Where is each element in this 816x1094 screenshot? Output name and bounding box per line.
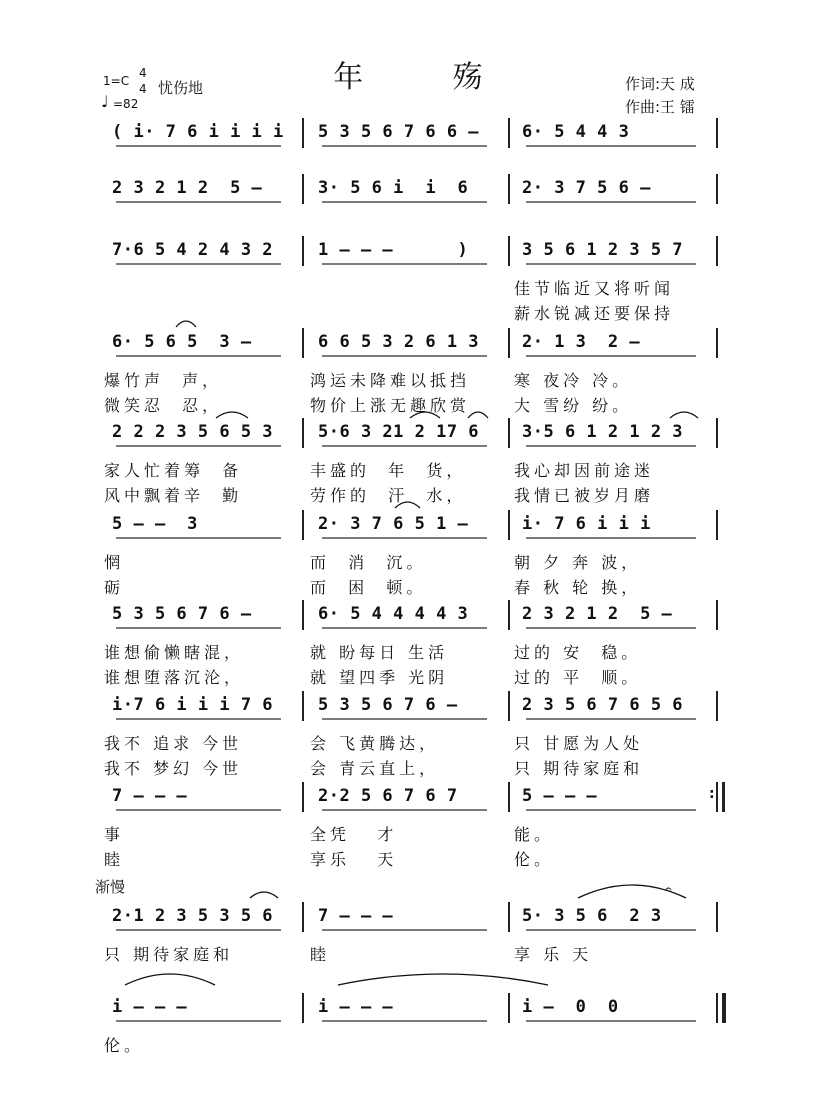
notation-measure: 6 6 5 3 2 6 1 3: [318, 332, 480, 352]
song-title: 年 殇: [333, 60, 523, 95]
notation-measure: 2· 1 3 2 –: [522, 332, 641, 352]
notation-measure: 2·1 2 3 5 3 5 6: [112, 906, 274, 926]
lyric-verse-1: 朝 夕 奔 波，: [514, 553, 642, 572]
notation-measure: 5 3 5 6 7 6 6 –: [318, 122, 480, 142]
lyric-verse-1: 惘: [104, 553, 125, 572]
lyric-verse-2: 过的 平 顺。: [514, 668, 642, 687]
notation-measure: 5·6 3 21 2 17 6: [318, 422, 480, 442]
lyric-verse-1: 我不 追求 今世: [104, 734, 243, 753]
slur: [250, 892, 278, 898]
lyric-verse-1: 过的 安 稳。: [514, 643, 642, 662]
notation-measure: 2· 3 7 5 6 –: [522, 178, 651, 198]
notation-measure: i – 0 0: [522, 997, 619, 1017]
lyric-verse-2: 睦: [104, 850, 125, 869]
mood-marking: 忧伤地: [158, 79, 204, 97]
notation-measure: i – – –: [318, 997, 394, 1017]
notation-measure: 2· 3 7 6 5 1 –: [318, 514, 469, 534]
key-signature: 1=C: [103, 74, 130, 88]
lyric-verse-1: 爆竹声 声，: [104, 371, 223, 390]
lyric-verse-2: 微笑忍 忍，: [104, 396, 223, 415]
lyric-verse-2: 而 困 顿。: [310, 578, 427, 597]
lyric-verse-2: 谁想堕落沉沦，: [104, 668, 245, 687]
tie: [125, 974, 215, 985]
time-signature-top: 4: [139, 66, 147, 80]
notation-measure: 3 5 6 1 2 3 5 7: [522, 240, 684, 260]
tempo-change-marking: 渐慢: [95, 878, 126, 896]
notation-measure: ( i· 7 6 i i i i: [112, 122, 284, 142]
slur: [670, 412, 698, 418]
slur: [395, 502, 420, 508]
lyric-verse-1: 寒 夜冷 冷。: [514, 371, 633, 390]
notation-measure: 2 3 2 1 2 5 –: [522, 604, 673, 624]
tie: [338, 974, 548, 985]
lyric-verse-1: 全凭 才: [310, 825, 398, 844]
notation-measure: 2·2 5 6 7 6 7: [318, 786, 458, 806]
notation-measure: 2 3 5 6 7 6 5 6: [522, 695, 684, 715]
notation-measure: 6· 5 4 4 4 4 3: [318, 604, 469, 624]
fermata-icon: 𝄐: [665, 882, 672, 896]
notation-measure: 3·5 6 1 2 1 2 3: [522, 422, 684, 442]
lyric-verse-1: 享 乐 天: [514, 945, 593, 964]
notation-measure: 7 – – –: [112, 786, 188, 806]
composer-credit: 作曲:王 镭: [625, 98, 695, 116]
lyric-verse-2: 我不 梦幻 今世: [104, 759, 243, 778]
lyric-verse-2: 春 秋 轮 换，: [514, 578, 642, 597]
notation-measure: 5 – – –: [522, 786, 598, 806]
lyric-verse-2: 风中飘着辛 勤: [104, 486, 243, 505]
lyric-verse-2: 就 望四季 光阴: [310, 668, 449, 687]
tempo-marking: =82: [113, 97, 139, 111]
lyric-verse-1: 只 期待家庭和: [104, 945, 234, 964]
lyric-verse-2: 伦。: [514, 850, 555, 869]
lyric-verse-1: 佳节临近又将听闻: [514, 279, 675, 298]
lyric-verse-2: 享乐 天: [310, 850, 398, 869]
lyric-verse-1: 事: [104, 825, 125, 844]
lyric-verse-2: 只 期待家庭和: [514, 759, 644, 778]
lyric-verse-1: 伦。: [104, 1036, 145, 1055]
notation-measure: 1 – – – ): [318, 240, 469, 260]
notation-measure: 6· 5 6 5 3 –: [112, 332, 252, 352]
quarter-note-icon: ♩: [101, 92, 109, 111]
lyric-verse-2: 物价上涨无趣欣赏: [310, 396, 471, 415]
lyric-verse-1: 会 飞黄腾达，: [310, 734, 440, 753]
notation-measure: 5 – – 3: [112, 514, 198, 534]
lyricist-credit: 作词:天 成: [625, 75, 695, 93]
lyric-verse-1: 就 盼每日 生活: [310, 643, 449, 662]
lyric-verse-2: 砺: [104, 578, 125, 597]
lyric-verse-2: 我情已被岁月磨: [514, 486, 655, 505]
lyric-verse-2: 薪水锐减还要保持: [514, 304, 675, 323]
lyric-verse-1: 谁想偷懒瞎混，: [104, 643, 245, 662]
notation-measure: 6· 5 4 4 3: [522, 122, 630, 142]
notation-measure: 5· 3 5 6 2 3: [522, 906, 662, 926]
notation-measure: 5 3 5 6 7 6 –: [112, 604, 252, 624]
repeat-dots: :: [709, 786, 715, 802]
notation-measure: 3· 5 6 i i 6: [318, 178, 469, 198]
lyric-verse-1: 丰盛的 年 货，: [310, 461, 467, 480]
lyric-verse-1: 能。: [514, 825, 555, 844]
slur: [468, 412, 488, 418]
notation-measure: 2 2 2 3 5 6 5 3: [112, 422, 274, 442]
time-signature-bottom: 4: [139, 82, 147, 96]
lyric-verse-2: 劳作的 汗 水，: [310, 486, 467, 505]
notation-measure: i·7 6 i i i 7 6: [112, 695, 274, 715]
lyric-verse-1: 我心却因前途迷: [514, 461, 655, 480]
notation-measure: 5 3 5 6 7 6 –: [318, 695, 458, 715]
notation-measure: i – – –: [112, 997, 188, 1017]
lyric-verse-2: 会 青云直上，: [310, 759, 440, 778]
lyric-verse-1: 而 消 沉。: [310, 553, 427, 572]
notation-measure: i· 7 6 i i i: [522, 514, 651, 534]
slur: [410, 412, 440, 418]
lyric-verse-1: 家人忙着筹 备: [104, 461, 243, 480]
lyric-verse-1: 鸿运未降难以抵挡: [310, 371, 471, 390]
lyric-verse-1: 睦: [310, 945, 331, 964]
slur: [216, 412, 248, 418]
lyric-verse-1: 只 甘愿为人处: [514, 734, 644, 753]
notation-measure: 7 – – –: [318, 906, 394, 926]
slur: [176, 321, 196, 327]
lyric-verse-2: 大 雪纷 纷。: [514, 396, 633, 415]
notation-measure: 7·6 5 4 2 4 3 2: [112, 240, 274, 260]
notation-measure: 2 3 2 1 2 5 –: [112, 178, 263, 198]
